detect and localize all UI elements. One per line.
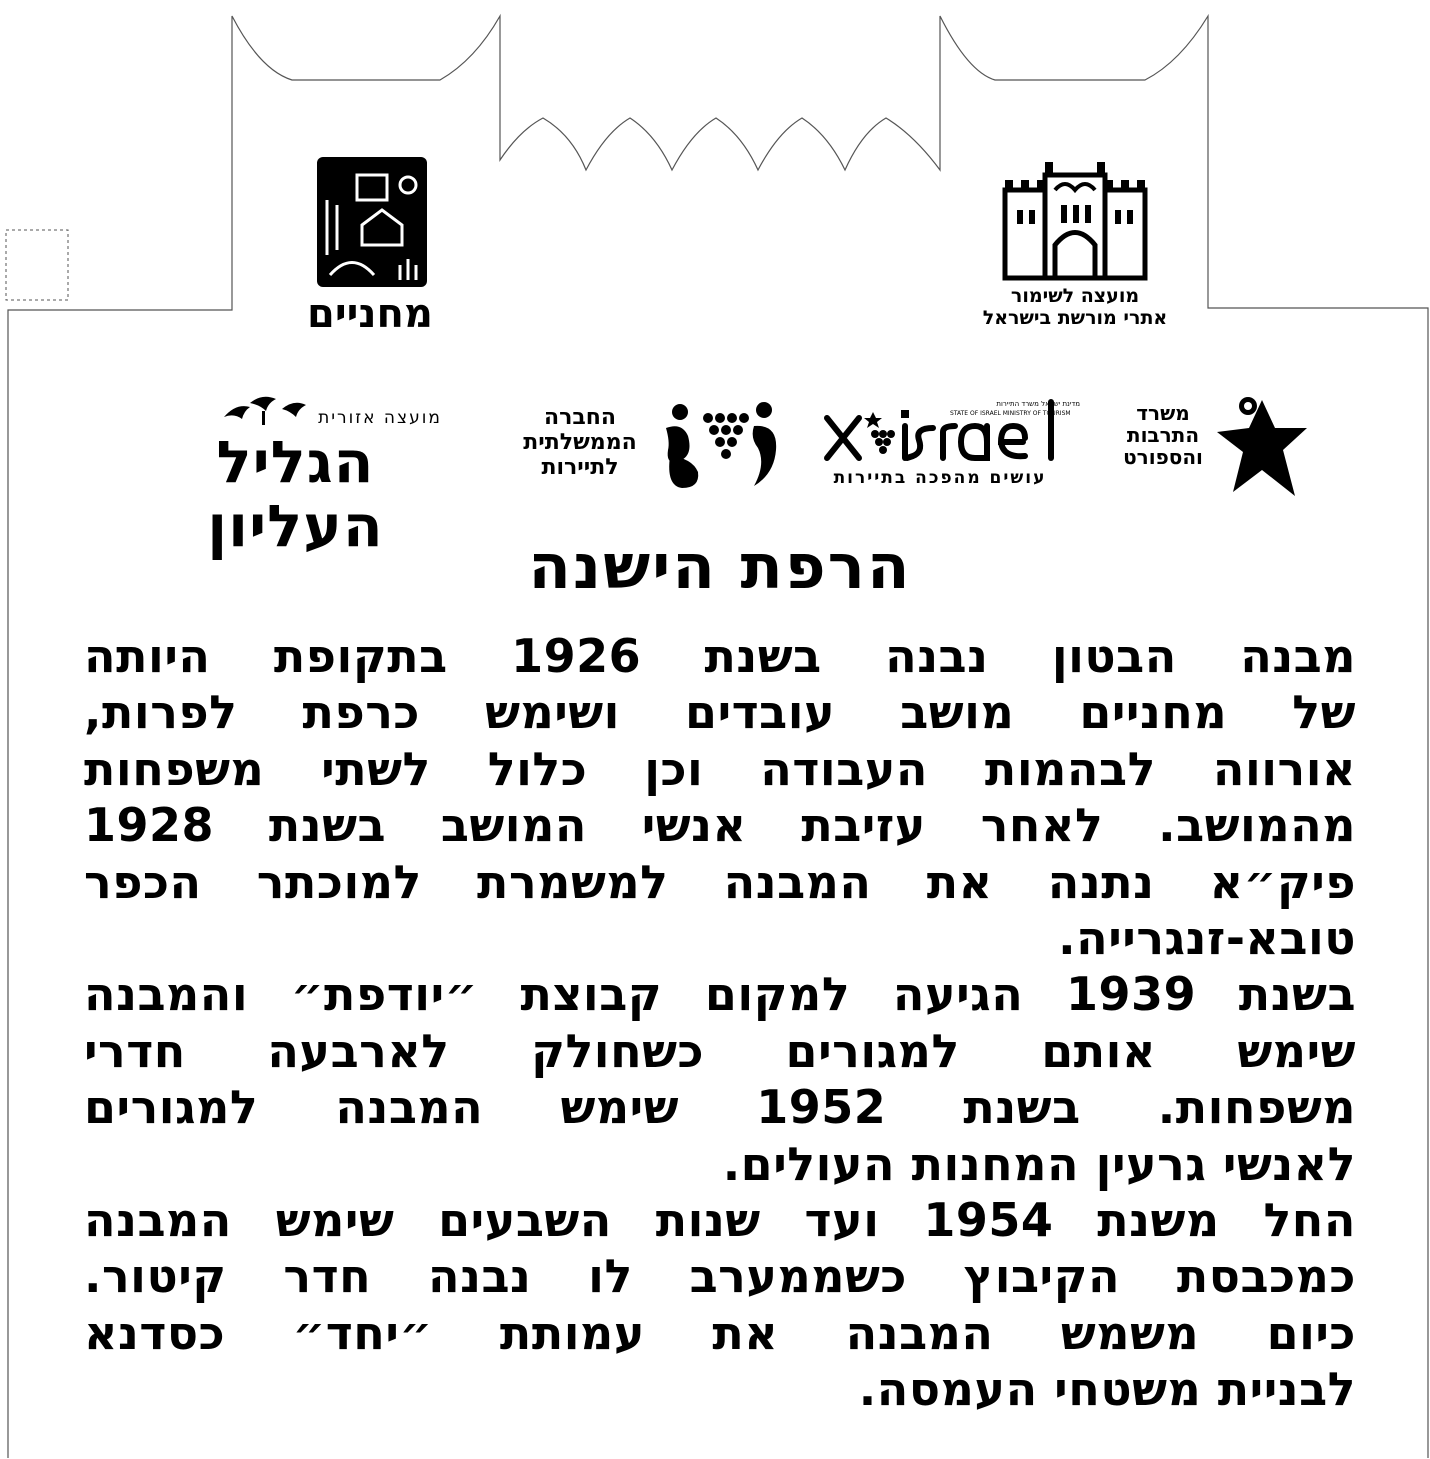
caption-line: הממשלתית (523, 430, 637, 455)
caption-line: משרד (1136, 401, 1190, 425)
caption-line: מועצה לשימור (1010, 285, 1140, 307)
body-line: כיום משמש המבנה את עמותת ״יחד״ כסדנא (84, 1305, 1356, 1360)
body-line: לבניית משטחי העמסה. (858, 1362, 1356, 1417)
government-tourism-company-caption (500, 405, 660, 480)
sign-body (84, 628, 1356, 1418)
tourism-slogan: עושים מהפכה בתיירות (833, 468, 1047, 488)
body-line: טובא-זנגרייה. (1058, 911, 1356, 966)
machanayim-collage-icon (312, 155, 432, 290)
castle-gate-icon (995, 150, 1155, 285)
body-line: כמכבסת הקיבוץ כשממערב לו נבנה חדר קיטור. (84, 1249, 1356, 1304)
body-line: אורווה לבהמות העבודה וכן כלול לשתי משפחות (84, 741, 1356, 796)
body-line: בשנת 1939 הגיעה למקום קבוצת ״יודפת״ והמבנה (84, 967, 1356, 1022)
tourism-ministry-english-note: STATE OF ISRAEL MINISTRY OF TOURISM (950, 410, 1071, 417)
body-line: מהמושב. לאחר עזיבת אנשי המושב בשנת 1928 (84, 798, 1356, 853)
sign-title: הרפת הישנה (528, 530, 912, 603)
upper-galilee-name: הגליל העליון (207, 428, 384, 560)
caption-line: והספורט (1123, 445, 1203, 469)
body-line: החל משנת 1954 ועד שנות השבעים שימש המבנה (84, 1193, 1357, 1248)
caption-line: לתיירות (541, 455, 619, 480)
israel-wordmark-icon (815, 398, 1070, 470)
caption-line: החברה (543, 405, 616, 430)
heritage-council-caption (960, 285, 1190, 329)
body-line: פיק״א נתנה את המבנה למשמרת למוכתר הכפר (84, 854, 1356, 909)
tourism-ministry-hebrew-note: מדינת ישראל משרד התיירות (996, 400, 1080, 408)
body-line: משפחות. בשנת 1952 שימש המבנה למגורים (84, 1080, 1356, 1135)
body-line: של מחניים מושב עובדים ושימש כרפת לפרות, (84, 685, 1356, 740)
caption-line: אתרי מורשת בישראל (982, 307, 1168, 329)
birds-icon (222, 393, 307, 433)
body-line: לאנשי גרעין המחנות העולים. (722, 1136, 1356, 1191)
regional-council-label: מועצה אזורית (318, 408, 442, 428)
figures-grapes-icon (662, 400, 782, 490)
machanayim-caption: מחניים (307, 291, 433, 337)
star-figure-icon (1215, 392, 1310, 500)
culture-ministry-caption (1098, 402, 1228, 468)
body-line: שימש אותם למגורים כשחולק לארבעה חדרי (84, 1023, 1356, 1078)
caption-line: התרבות (1126, 423, 1200, 447)
body-line: מבנה הבטון נבנה בשנת 1926 בתקופת היותה (84, 629, 1357, 683)
